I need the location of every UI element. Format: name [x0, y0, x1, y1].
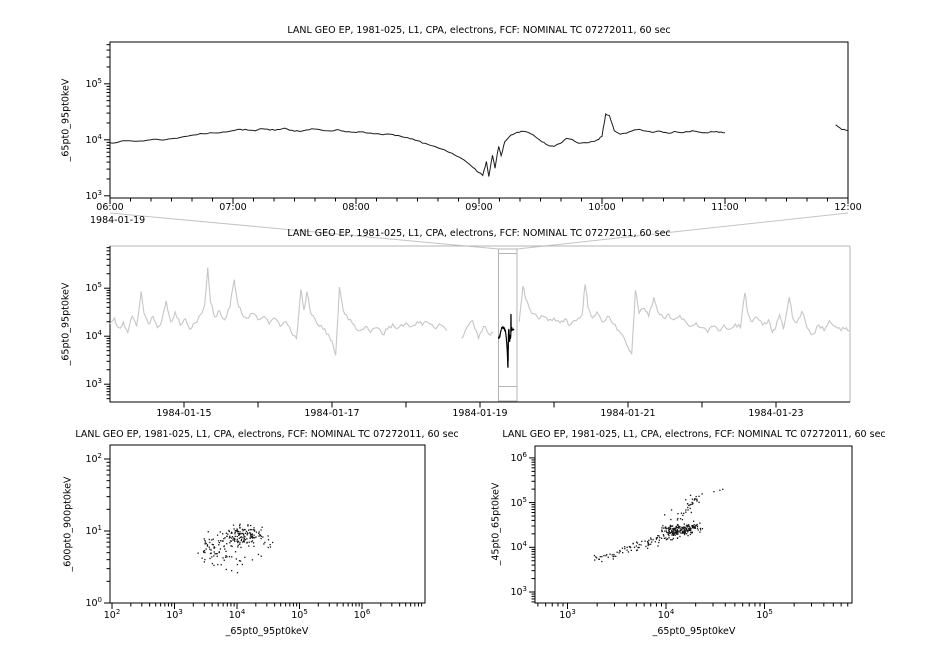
- scatter-left-x-tick-label: $10^4$: [228, 608, 246, 622]
- context-x-tick-label: 1984-01-15: [156, 408, 212, 419]
- top-x-tick-label: 07:00: [219, 202, 247, 213]
- context-x-tick-label: 1984-01-21: [600, 408, 656, 419]
- scatter-left-xlabel: _65pt0_95pt0keV: [225, 626, 309, 637]
- top-y-tick-label: $10^4$: [85, 132, 102, 146]
- scatter-left-x-tick-label: $10^5$: [291, 608, 308, 622]
- scatter-right-x-tick-label: $10^3$: [559, 608, 576, 622]
- context-x-tick-label: 1984-01-17: [304, 408, 360, 419]
- scatter-right-xlabel: _65pt0_95pt0keV: [652, 626, 736, 637]
- scatter-right-y-tick-label: $10^3$: [510, 585, 527, 599]
- top-x-tick-label: 10:00: [588, 202, 616, 213]
- context-panel-title: LANL GEO EP, 1981-025, L1, CPA, electrons, FCF: NOMINAL TC 07272011, 60 sec: [287, 228, 671, 239]
- context-panel-ylabel: _65pt0_95pt0keV: [60, 282, 72, 366]
- context-x-tick-label: 1984-01-19: [452, 408, 508, 419]
- scatter-left-y-tick-label: $10^1$: [85, 524, 102, 538]
- top-x-tick-label: 09:00: [465, 202, 493, 213]
- top-x-tick-label: 08:00: [342, 202, 370, 213]
- top-x-tick-label: 11:00: [711, 202, 739, 213]
- scatter-left-ylabel: _600pt0_900pt0keV: [62, 476, 74, 572]
- scatter-left-x-tick-label: $10^3$: [166, 608, 183, 622]
- top-panel-ylabel: _65pt0_95pt0keV: [60, 78, 72, 162]
- context-x-tick-label: 1984-01-23: [748, 408, 804, 419]
- scatter-right-x-tick-label: $10^4$: [657, 608, 675, 622]
- scatter-right-title: LANL GEO EP, 1981-025, L1, CPA, electrons, FCF: NOMINAL TC 07272011, 60 sec: [502, 429, 886, 440]
- scatter-left-y-tick-label: $10^0$: [85, 596, 102, 610]
- context-y-tick-label: $10^5$: [85, 281, 102, 295]
- scatter-right-x-tick-label: $10^5$: [756, 608, 773, 622]
- scatter-left-title: LANL GEO EP, 1981-025, L1, CPA, electrons, FCF: NOMINAL TC 07272011, 60 sec: [75, 429, 459, 440]
- scatter-right-y-tick-label: $10^5$: [510, 495, 527, 509]
- scatter-left-x-tick-label: $10^2$: [103, 608, 121, 622]
- scatter-right-y-tick-label: $10^4$: [510, 540, 527, 554]
- top-y-tick-label: $10^3$: [85, 188, 102, 202]
- top-x-tick-label: 12:00: [834, 202, 862, 213]
- top-y-tick-label: $10^5$: [85, 76, 102, 90]
- context-y-tick-label: $10^3$: [85, 377, 102, 391]
- top-panel-date-label: 1984-01-19: [90, 215, 146, 226]
- scatter-left-y-tick-label: $10^2$: [85, 452, 102, 466]
- context-y-tick-label: $10^4$: [85, 329, 102, 343]
- top-panel-title: LANL GEO EP, 1981-025, L1, CPA, electrons, FCF: NOMINAL TC 07272011, 60 sec: [287, 25, 671, 36]
- top-x-tick-label: 06:00: [96, 202, 124, 213]
- scatter-left-x-tick-label: $10^6$: [353, 608, 371, 622]
- scatter-right-y-tick-label: $10^6$: [510, 450, 527, 465]
- scatter-right-ylabel: _45pt0_65pt0keV: [490, 482, 502, 566]
